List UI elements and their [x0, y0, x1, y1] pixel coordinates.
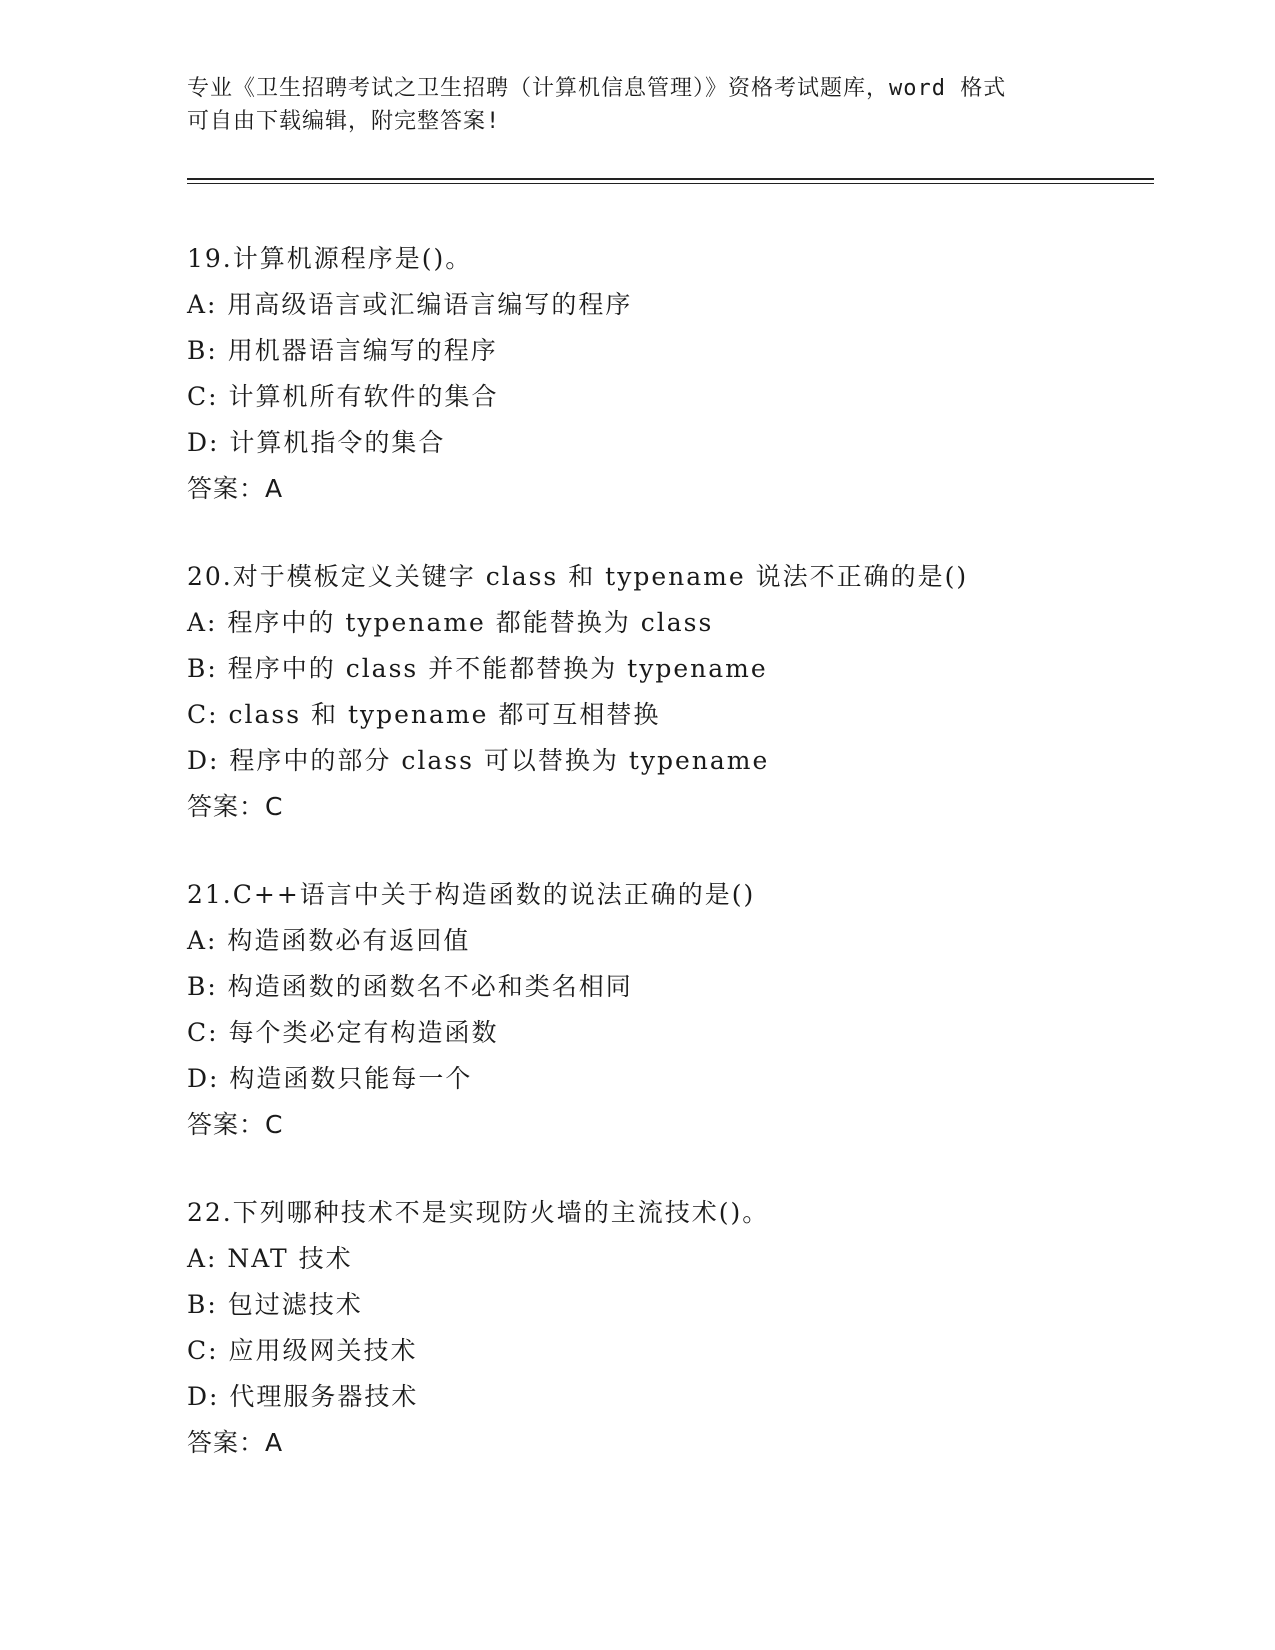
option-c: C: class 和 typename 都可互相替换	[187, 700, 661, 729]
question-21	[187, 872, 1147, 1148]
question-20	[187, 554, 1147, 830]
header-divider	[187, 178, 1154, 180]
question-stem: 21.C++语言中关于构造函数的说法正确的是()	[187, 880, 756, 909]
option-d: D: 程序中的部分 class 可以替换为 typename	[187, 746, 770, 775]
answer: 答案：A	[187, 474, 284, 503]
header-line-1: 专业《卫生招聘考试之卫生招聘（计算机信息管理）》资格考试题库，word 格式	[187, 76, 1007, 101]
option-d: D: 构造函数只能每一个	[187, 1064, 473, 1093]
option-c: C: 计算机所有软件的集合	[187, 382, 499, 411]
option-b: B: 程序中的 class 并不能都替换为 typename	[187, 654, 768, 683]
answer: 答案：C	[187, 792, 284, 821]
answer: 答案：C	[187, 1110, 284, 1139]
header-line-2: 可自由下载编辑，附完整答案!	[187, 109, 501, 134]
answer: 答案：A	[187, 1428, 284, 1457]
option-b: B: 包过滤技术	[187, 1290, 363, 1319]
question-stem: 20.对于模板定义关键字 class 和 typename 说法不正确的是()	[187, 562, 969, 591]
question-stem: 19.计算机源程序是()。	[187, 244, 473, 273]
option-a: A: 程序中的 typename 都能替换为 class	[187, 608, 714, 637]
option-b: B: 构造函数的函数名不必和类名相同	[187, 972, 633, 1001]
option-a: A: 用高级语言或汇编语言编写的程序	[187, 290, 633, 319]
option-d: D: 代理服务器技术	[187, 1382, 419, 1411]
option-a: A: NAT 技术	[187, 1244, 353, 1273]
option-b: B: 用机器语言编写的程序	[187, 336, 498, 365]
document-header	[187, 72, 1087, 138]
question-22	[187, 1190, 1147, 1466]
header-divider-thin	[187, 183, 1154, 184]
option-c: C: 应用级网关技术	[187, 1336, 418, 1365]
option-d: D: 计算机指令的集合	[187, 428, 446, 457]
question-stem: 22.下列哪种技术不是实现防火墙的主流技术()。	[187, 1198, 770, 1227]
option-a: A: 构造函数必有返回值	[187, 926, 471, 955]
question-list	[187, 236, 1147, 1508]
option-c: C: 每个类必定有构造函数	[187, 1018, 499, 1047]
question-19	[187, 236, 1147, 512]
